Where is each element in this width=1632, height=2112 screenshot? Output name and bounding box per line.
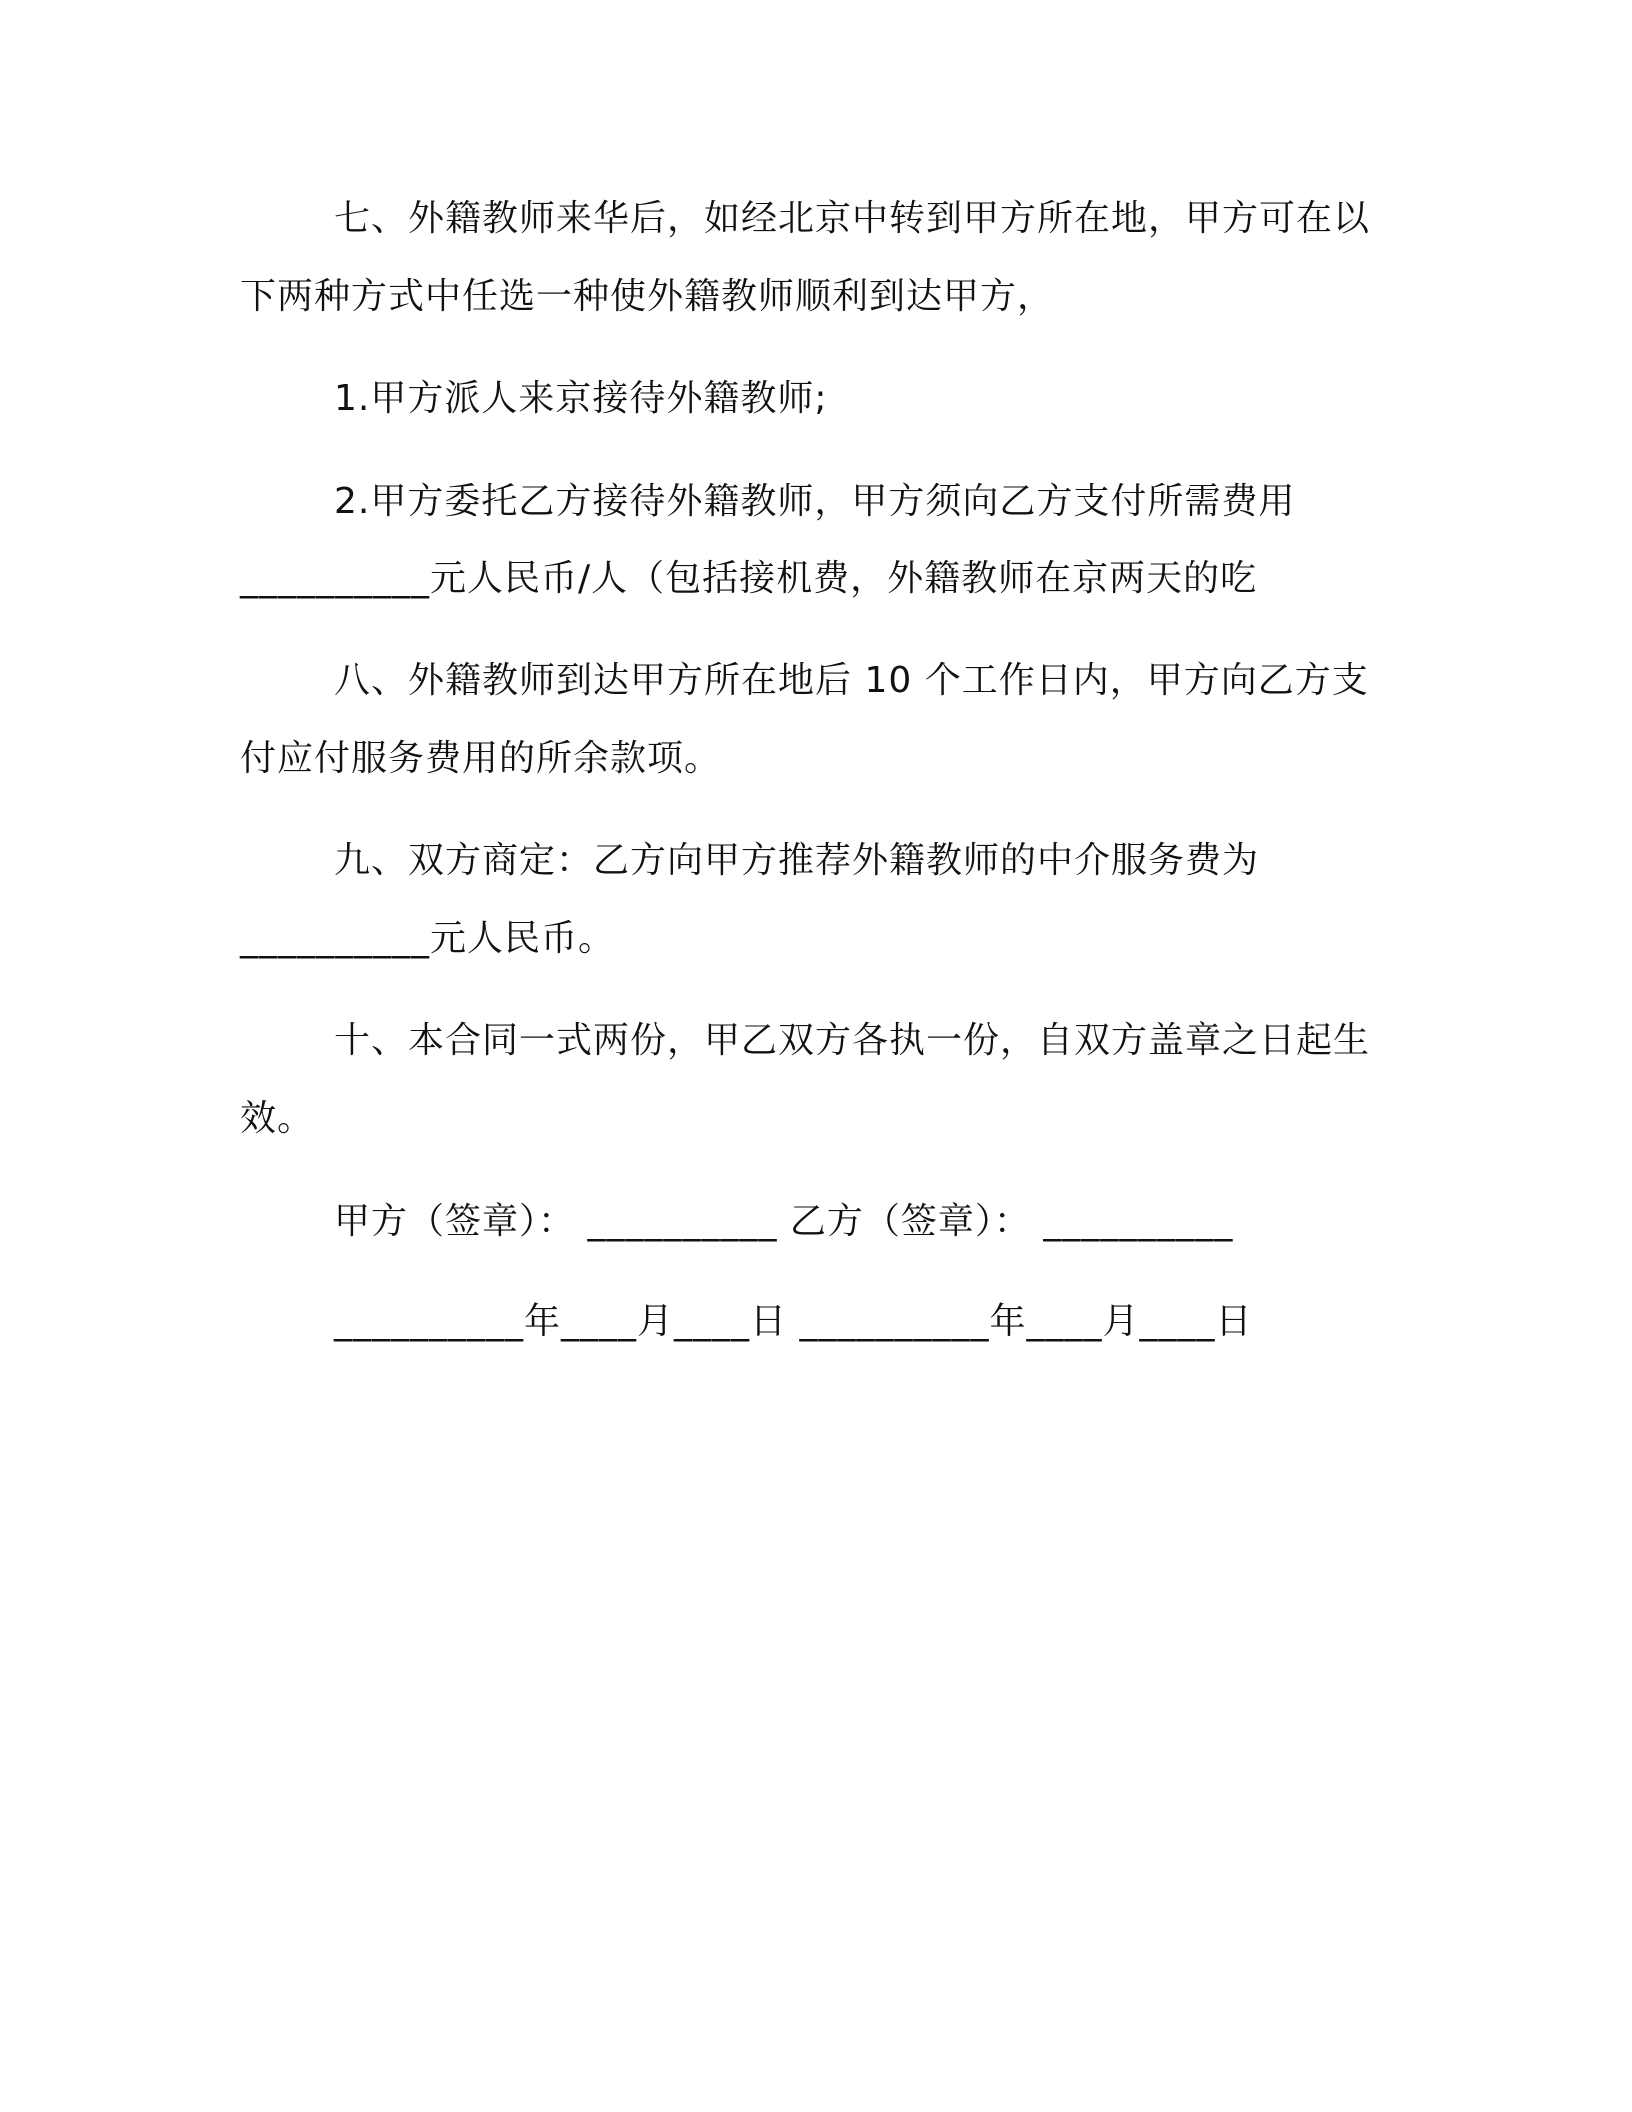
signature-line: 甲方（签章）： __________ 乙方（签章）： __________ xyxy=(334,1201,1234,1242)
clause-8-line-2: 付应付服务费用的所余款项。 xyxy=(240,738,722,779)
clause-9-line-1: 九、双方商定：乙方向甲方推荐外籍教师的中介服务费为 xyxy=(334,840,1260,881)
clause-9-line-2: __________元人民币。 xyxy=(240,918,616,959)
clause-7-line-1: 七、外籍教师来华后，如经北京中转到甲方所在地，甲方可在以 xyxy=(334,198,1371,239)
clause-7-item-2-line-1: 2.甲方委托乙方接待外籍教师，甲方须向乙方支付所需费用 xyxy=(334,481,1296,522)
clause-10-line-2: 效。 xyxy=(240,1098,315,1139)
clause-8-line-1: 八、外籍教师到达甲方所在地后 10 个工作日内，甲方向乙方支 xyxy=(334,660,1369,701)
clause-7-item-2-line-2: __________元人民币/人（包括接机费，外籍教师在京两天的吃 xyxy=(240,558,1258,599)
clause-7-item-1: 1.甲方派人来京接待外籍教师; xyxy=(334,378,828,419)
clause-10-line-1: 十、本合同一式两份，甲乙双方各执一份，自双方盖章之日起生 xyxy=(334,1020,1371,1061)
clause-7-line-2: 下两种方式中任选一种使外籍教师顺利到达甲方， xyxy=(240,276,1055,317)
date-line: __________年____月____日 __________年____月____日 xyxy=(334,1301,1253,1342)
